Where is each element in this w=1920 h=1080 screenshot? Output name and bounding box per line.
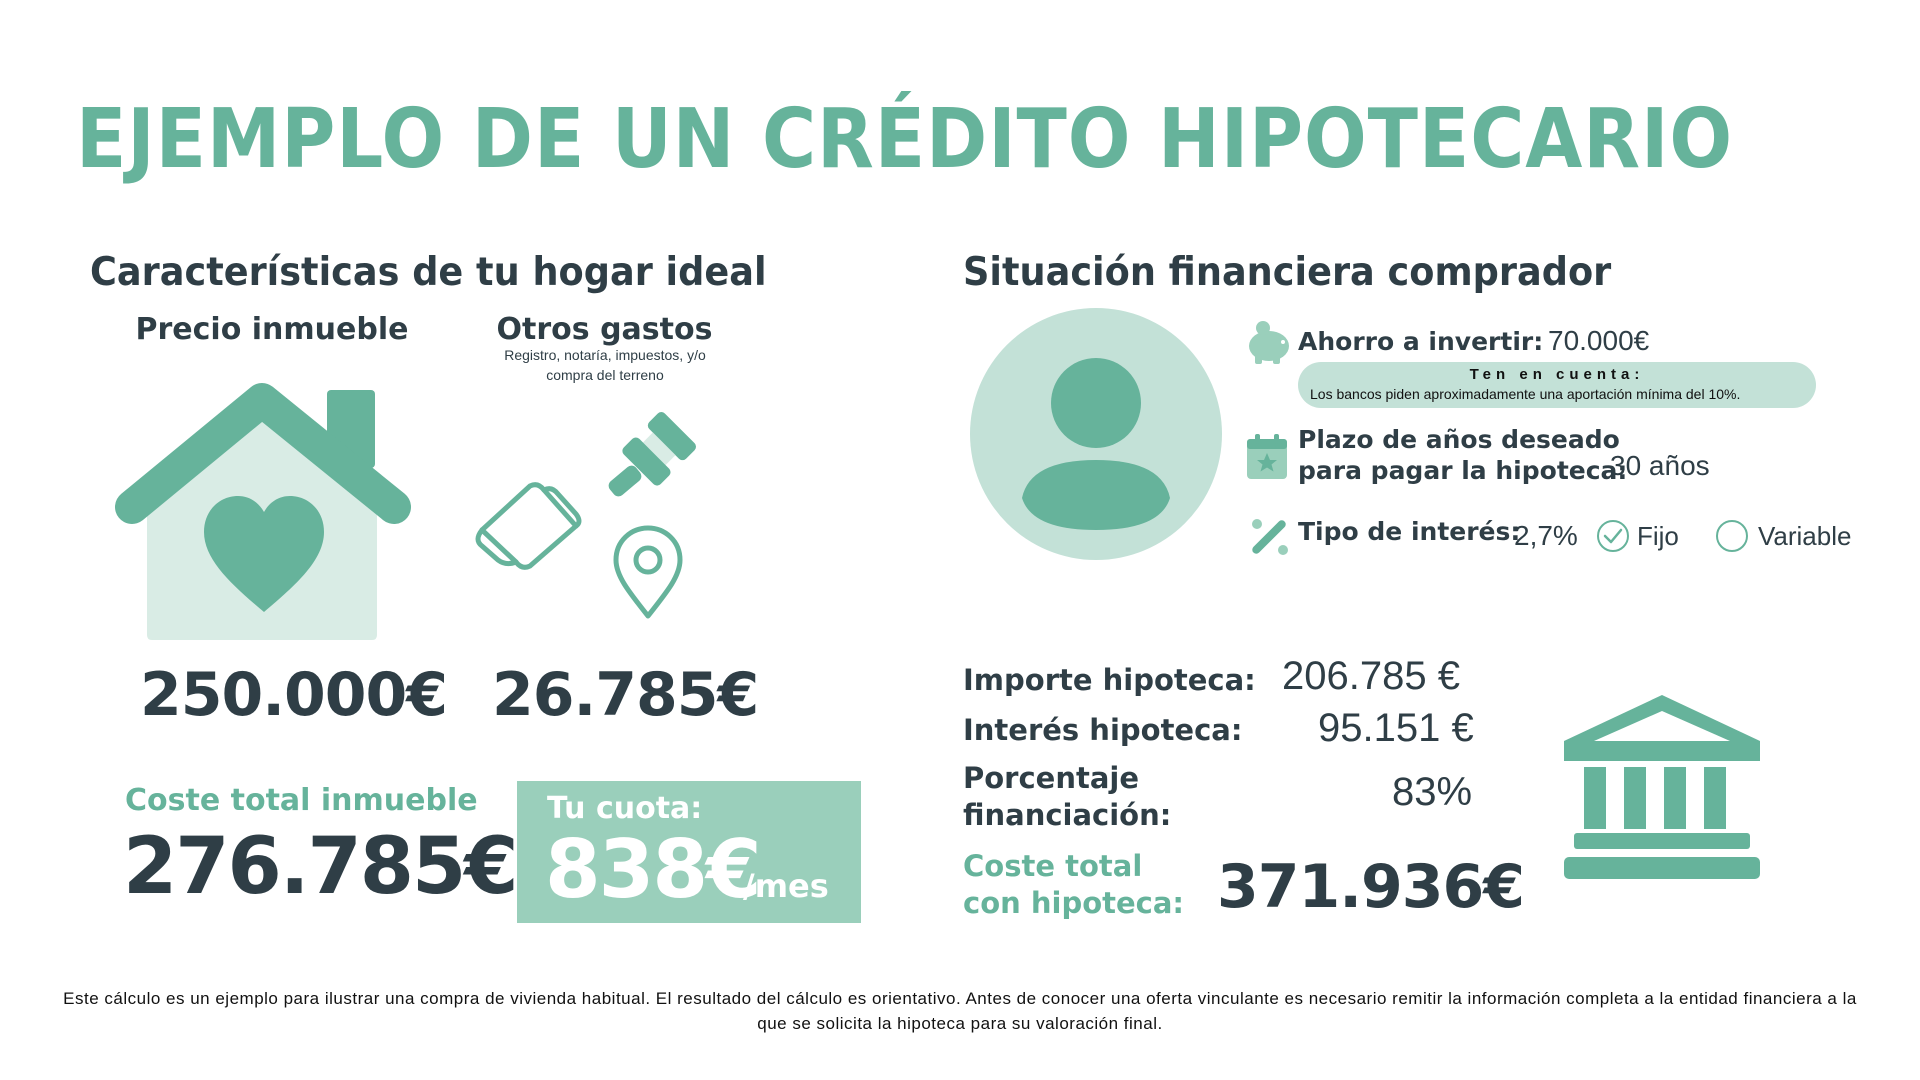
radio-fijo[interactable] [1597,520,1629,552]
piggy-bank-icon [1243,318,1293,366]
coste-hipoteca-label-line2: con hipoteca: [963,886,1185,920]
plazo-value: 30 años [1610,450,1710,481]
deed-scroll-icon [472,480,584,572]
right-section-heading: Situación financiera comprador [963,250,1612,295]
cuota-box [517,781,861,923]
cuota-unit: /mes [743,867,829,905]
page-title: EJEMPLO DE UN CRÉDITO HIPOTECARIO [75,92,1734,187]
bank-icon [1560,693,1765,889]
porcentaje-label-line1: Porcentaje [963,761,1140,795]
cuota-label: Tu cuota: [547,791,703,826]
check-icon [1599,522,1627,550]
importe-label: Importe hipoteca: [963,663,1256,697]
precio-label: Precio inmueble [135,312,409,347]
radio-variable[interactable] [1716,520,1748,552]
nota-title: Ten en cuenta: [1469,366,1645,383]
interes-label: Tipo de interés: [1298,517,1521,546]
plazo-label-line1: Plazo de años deseado [1298,425,1620,454]
radio-variable-label: Variable [1758,521,1852,551]
calendar-star-icon [1245,433,1289,481]
cuota-value: 838€ [545,823,760,916]
footer-disclaimer: Este cálculo es un ejemplo para ilustrar una compra de vivienda habitual. El resultado del cálculo es orientativo. Antes de conocer una oferta vinculante es necesario remitir la información completa a la entidad financiera a la que se solicita la hipoteca para su valoración final. [63,989,1857,1033]
coste-total-inmueble-label: Coste total inmueble [125,783,478,818]
interes-hipoteca-label: Interés hipoteca: [963,713,1243,747]
coste-total-inmueble-value: 276.785€ [123,822,517,912]
interes-hipoteca-value: 95.151 € [1318,706,1474,750]
location-pin-icon [611,524,685,620]
interes-value: 2,7% [1514,520,1578,551]
coste-hipoteca-value: 371.936€ [1217,852,1525,922]
percent-icon [1250,517,1290,557]
importe-value: 206.785 € [1282,654,1460,698]
otros-gastos-value: 26.785€ [492,660,759,730]
otros-gastos-sublabel: Registro, notaría, impuestos, y/o compra del terreno [504,347,706,383]
otros-gastos-label: Otros gastos [496,312,713,347]
nota-banner [1298,362,1816,408]
porcentaje-value: 83% [1392,770,1473,814]
radio-fijo-label: Fijo [1637,521,1679,551]
left-section-heading: Características de tu hogar ideal [90,250,767,295]
ahorro-label: Ahorro a invertir: [1298,327,1544,356]
house-heart-icon [112,370,417,645]
porcentaje-label-line2: financiación: [963,798,1172,832]
plazo-label-line2: para pagar la hipoteca: [1298,456,1628,485]
gavel-icon [602,410,698,506]
ahorro-value: 70.000€ [1548,325,1650,356]
nota-text: Los bancos piden aproximadamente una aportación mínima del 10%. [1310,386,1741,402]
coste-hipoteca-label-line1: Coste total [963,849,1143,883]
user-avatar-icon [970,308,1222,560]
precio-value: 250.000€ [140,660,448,730]
